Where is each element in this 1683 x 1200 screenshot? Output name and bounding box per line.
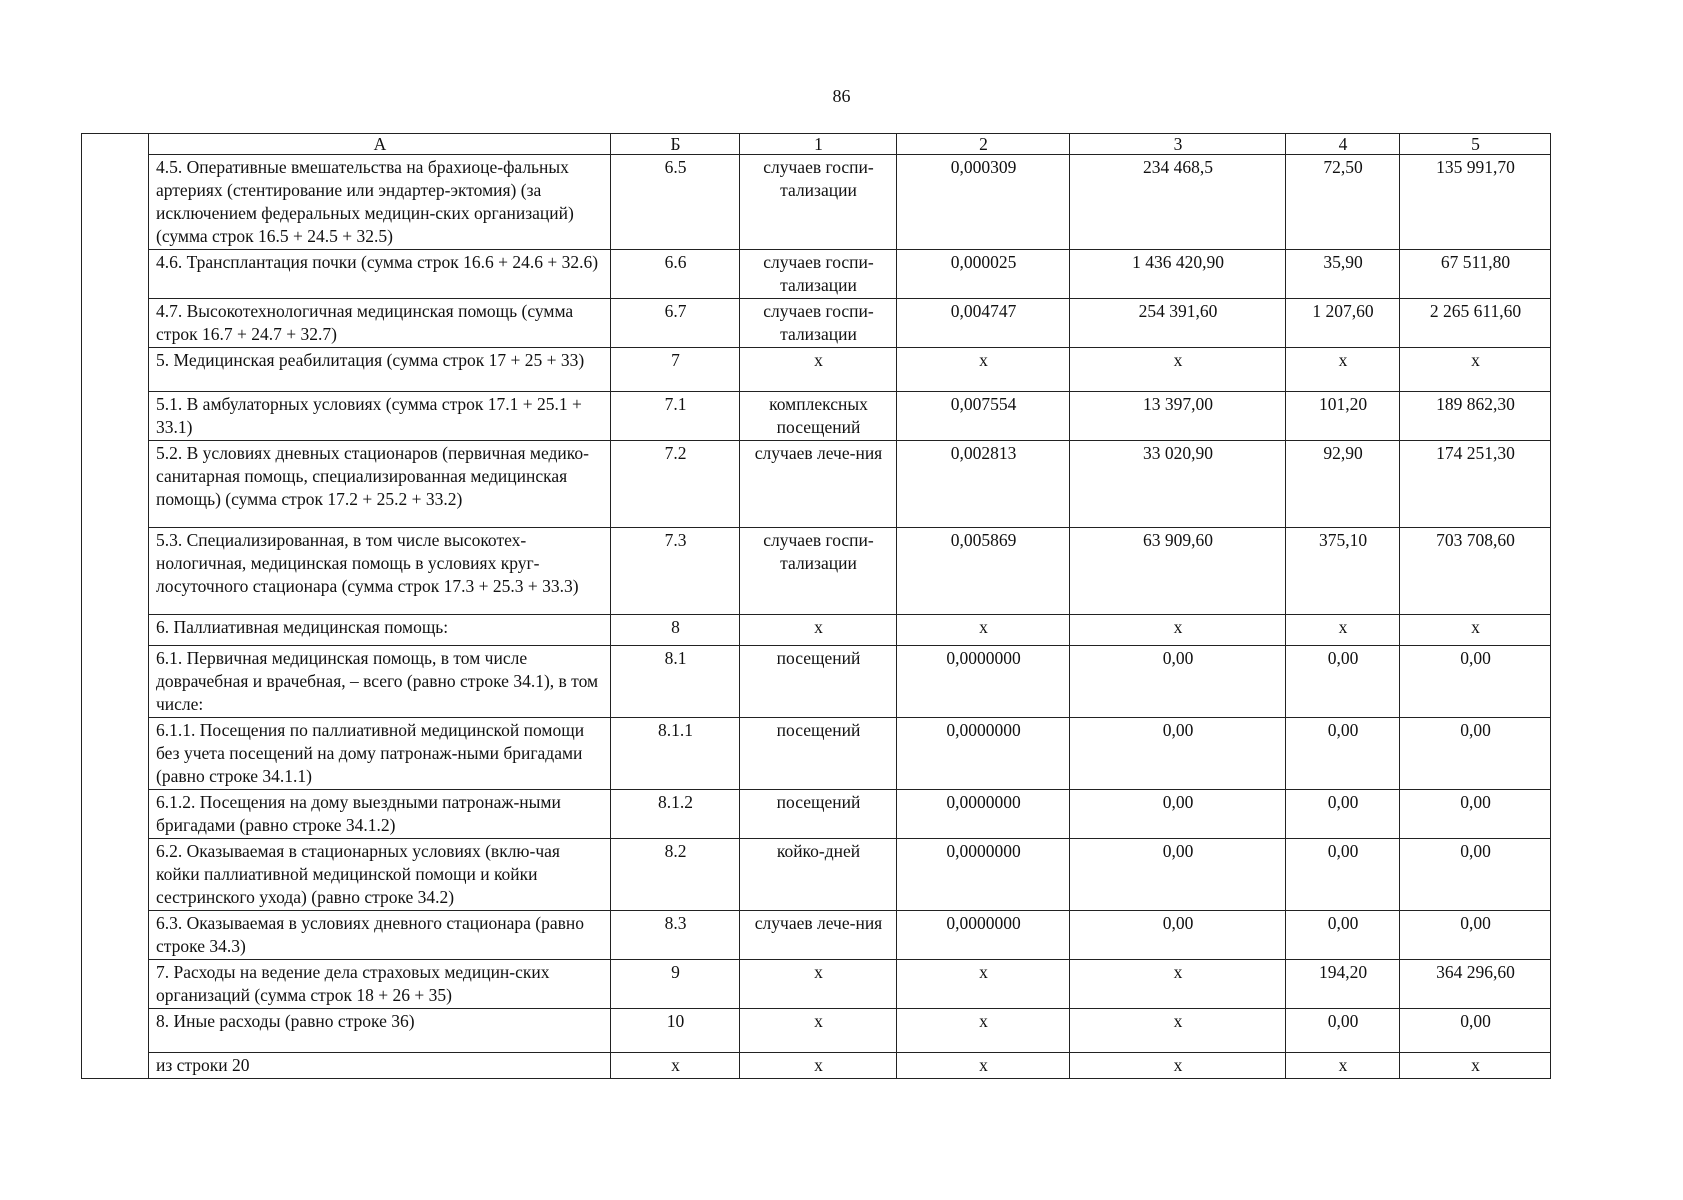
value-cell: х <box>1070 615 1286 646</box>
value-cell: 0,00 <box>1400 839 1551 911</box>
unit-cell: посещений <box>740 790 897 839</box>
value-cell: 0,004747 <box>897 299 1070 348</box>
value-cell: х <box>897 960 1070 1009</box>
value-cell: 0,0000000 <box>897 646 1070 718</box>
header-cell: 1 <box>740 134 897 155</box>
value-cell: 0,0000000 <box>897 790 1070 839</box>
value-cell: х <box>1400 615 1551 646</box>
value-cell: 0,007554 <box>897 392 1070 441</box>
table-header-row <box>82 134 1551 155</box>
table-row <box>82 960 1551 1009</box>
value-cell: 254 391,60 <box>1070 299 1286 348</box>
row-name-cell: из строки 20 <box>149 1053 611 1079</box>
value-cell: х <box>897 1053 1070 1079</box>
row-name-cell: 6.1.2. Посещения на дому выездными патронаж-ными бригадами (равно строке 34.1.2) <box>149 790 611 839</box>
blank-cell <box>82 528 149 615</box>
value-cell: х <box>1070 348 1286 392</box>
value-cell: 189 862,30 <box>1400 392 1551 441</box>
value-cell: 174 251,30 <box>1400 441 1551 528</box>
value-cell: 35,90 <box>1286 250 1400 299</box>
header-cell: 3 <box>1070 134 1286 155</box>
blank-cell <box>82 134 149 155</box>
row-name-cell: 5.3. Специализированная, в том числе высокотех-нологичная, медицинская помощь в условиях круг-лосуточного стационара (сумма строк 17.3 + 25.3 + 33.3) <box>149 528 611 615</box>
unit-cell: х <box>740 348 897 392</box>
value-cell: 364 296,60 <box>1400 960 1551 1009</box>
value-cell: 101,20 <box>1286 392 1400 441</box>
unit-cell: х <box>740 960 897 1009</box>
value-cell: х <box>897 1009 1070 1053</box>
value-cell: 135 991,70 <box>1400 155 1551 250</box>
row-name-cell: 5.1. В амбулаторных условиях (сумма строк 17.1 + 25.1 + 33.1) <box>149 392 611 441</box>
row-code-cell: 8.1.1 <box>611 718 740 790</box>
row-code-cell: 8.1.2 <box>611 790 740 839</box>
row-code-cell: 8 <box>611 615 740 646</box>
table-row <box>82 250 1551 299</box>
header-cell: 5 <box>1400 134 1551 155</box>
row-name-cell: 4.5. Оперативные вмешательства на брахиоце-фальных артериях (стентирование или эндартер-эктомия) (за исключением федеральных медицин-ских организаций) (сумма строк 16.5 + 24.5 + 32.5) <box>149 155 611 250</box>
value-cell: 0,00 <box>1070 790 1286 839</box>
value-cell: х <box>1070 960 1286 1009</box>
unit-cell: койко-дней <box>740 839 897 911</box>
value-cell: 0,00 <box>1286 646 1400 718</box>
blank-cell <box>82 646 149 718</box>
blank-cell <box>82 615 149 646</box>
value-cell: 63 909,60 <box>1070 528 1286 615</box>
blank-cell <box>82 960 149 1009</box>
value-cell: 0,00 <box>1070 718 1286 790</box>
table-row <box>82 615 1551 646</box>
value-cell: 0,00 <box>1286 790 1400 839</box>
value-cell: 0,00 <box>1400 1009 1551 1053</box>
row-code-cell: 8.1 <box>611 646 740 718</box>
value-cell: 0,00 <box>1070 839 1286 911</box>
blank-cell <box>82 250 149 299</box>
row-code-cell: 7.3 <box>611 528 740 615</box>
value-cell: 0,0000000 <box>897 718 1070 790</box>
row-name-cell: 6.1. Первичная медицинская помощь, в том числе доврачебная и врачебная, – всего (равно строке 34.1), в том числе: <box>149 646 611 718</box>
unit-cell: случаев лече-ния <box>740 441 897 528</box>
value-cell: х <box>1070 1053 1286 1079</box>
table-row <box>82 646 1551 718</box>
value-cell: х <box>1286 615 1400 646</box>
value-cell: 234 468,5 <box>1070 155 1286 250</box>
row-name-cell: 6. Паллиативная медицинская помощь: <box>149 615 611 646</box>
blank-cell <box>82 155 149 250</box>
table-row <box>82 441 1551 528</box>
row-name-cell: 6.1.1. Посещения по паллиативной медицинской помощи без учета посещений на дому патронаж-ными бригадами (равно строке 34.1.1) <box>149 718 611 790</box>
value-cell: 1 436 420,90 <box>1070 250 1286 299</box>
value-cell: 0,00 <box>1400 718 1551 790</box>
value-cell: 0,000309 <box>897 155 1070 250</box>
table-row <box>82 392 1551 441</box>
table-row <box>82 790 1551 839</box>
header-cell: А <box>149 134 611 155</box>
unit-cell: случаев госпи-тализации <box>740 528 897 615</box>
blank-cell <box>82 441 149 528</box>
value-cell: х <box>1400 348 1551 392</box>
table-row <box>82 348 1551 392</box>
value-cell: 0,00 <box>1070 646 1286 718</box>
row-name-cell: 4.6. Трансплантация почки (сумма строк 16.6 + 24.6 + 32.6) <box>149 250 611 299</box>
blank-cell <box>82 1053 149 1079</box>
value-cell: 33 020,90 <box>1070 441 1286 528</box>
value-cell: х <box>1286 1053 1400 1079</box>
value-cell: 2 265 611,60 <box>1400 299 1551 348</box>
row-code-cell: 6.5 <box>611 155 740 250</box>
value-cell: 13 397,00 <box>1070 392 1286 441</box>
unit-cell: х <box>740 1009 897 1053</box>
value-cell: 0,000025 <box>897 250 1070 299</box>
header-cell: 4 <box>1286 134 1400 155</box>
row-code-cell: 7.2 <box>611 441 740 528</box>
row-code-cell: 10 <box>611 1009 740 1053</box>
value-cell: 703 708,60 <box>1400 528 1551 615</box>
unit-cell: случаев лече-ния <box>740 911 897 960</box>
table-row <box>82 1009 1551 1053</box>
value-cell: х <box>1286 348 1400 392</box>
value-cell: 0,00 <box>1286 839 1400 911</box>
value-cell: 375,10 <box>1286 528 1400 615</box>
blank-cell <box>82 299 149 348</box>
blank-cell <box>82 718 149 790</box>
row-code-cell: 6.7 <box>611 299 740 348</box>
unit-cell: случаев госпи-тализации <box>740 250 897 299</box>
value-cell: 0,005869 <box>897 528 1070 615</box>
value-cell: 0,00 <box>1400 790 1551 839</box>
value-cell: х <box>897 615 1070 646</box>
row-code-cell: х <box>611 1053 740 1079</box>
row-code-cell: 8.3 <box>611 911 740 960</box>
unit-cell: посещений <box>740 718 897 790</box>
value-cell: 67 511,80 <box>1400 250 1551 299</box>
unit-cell: случаев госпи-тализации <box>740 155 897 250</box>
value-cell: 1 207,60 <box>1286 299 1400 348</box>
unit-cell: х <box>740 615 897 646</box>
table-row <box>82 1053 1551 1079</box>
row-name-cell: 6.3. Оказываемая в условиях дневного стационара (равно строке 34.3) <box>149 911 611 960</box>
table-row <box>82 911 1551 960</box>
row-name-cell: 8. Иные расходы (равно строке 36) <box>149 1009 611 1053</box>
page-number: 86 <box>832 86 851 106</box>
table-row <box>82 528 1551 615</box>
value-cell: 0,0000000 <box>897 911 1070 960</box>
header-cell: 2 <box>897 134 1070 155</box>
blank-cell <box>82 392 149 441</box>
blank-cell <box>82 1009 149 1053</box>
table-row <box>82 839 1551 911</box>
blank-cell <box>82 911 149 960</box>
value-cell: 0,00 <box>1400 911 1551 960</box>
value-cell: 0,00 <box>1286 911 1400 960</box>
row-code-cell: 8.2 <box>611 839 740 911</box>
unit-cell: х <box>740 1053 897 1079</box>
row-code-cell: 9 <box>611 960 740 1009</box>
row-name-cell: 5.2. В условиях дневных стационаров (первичная медико-санитарная помощь, специализированная медицинская помощь) (сумма строк 17.2 + 25.2 + 33.2) <box>149 441 611 528</box>
value-cell: х <box>897 348 1070 392</box>
blank-cell <box>82 839 149 911</box>
header-cell: Б <box>611 134 740 155</box>
table-row <box>82 299 1551 348</box>
unit-cell: случаев госпи-тализации <box>740 299 897 348</box>
row-code-cell: 7.1 <box>611 392 740 441</box>
value-cell: 0,0000000 <box>897 839 1070 911</box>
value-cell: 0,002813 <box>897 441 1070 528</box>
value-cell: х <box>1070 1009 1286 1053</box>
financial-table <box>81 133 1551 1079</box>
blank-cell <box>82 790 149 839</box>
value-cell: 0,00 <box>1286 1009 1400 1053</box>
row-code-cell: 7 <box>611 348 740 392</box>
row-name-cell: 6.2. Оказываемая в стационарных условиях (вклю-чая койки паллиативной медицинской помощи и койки сестринского ухода) (равно строке 34.2) <box>149 839 611 911</box>
row-name-cell: 7. Расходы на ведение дела страховых медицин-ских организаций (сумма строк 18 + 26 + 35) <box>149 960 611 1009</box>
value-cell: 72,50 <box>1286 155 1400 250</box>
row-code-cell: 6.6 <box>611 250 740 299</box>
row-name-cell: 5. Медицинская реабилитация (сумма строк 17 + 25 + 33) <box>149 348 611 392</box>
value-cell: 92,90 <box>1286 441 1400 528</box>
unit-cell: комплексных посещений <box>740 392 897 441</box>
value-cell: х <box>1400 1053 1551 1079</box>
table-row <box>82 155 1551 250</box>
unit-cell: посещений <box>740 646 897 718</box>
value-cell: 0,00 <box>1070 911 1286 960</box>
row-name-cell: 4.7. Высокотехнологичная медицинская помощь (сумма строк 16.7 + 24.7 + 32.7) <box>149 299 611 348</box>
blank-cell <box>82 348 149 392</box>
value-cell: 0,00 <box>1286 718 1400 790</box>
value-cell: 194,20 <box>1286 960 1400 1009</box>
table-row <box>82 718 1551 790</box>
value-cell: 0,00 <box>1400 646 1551 718</box>
